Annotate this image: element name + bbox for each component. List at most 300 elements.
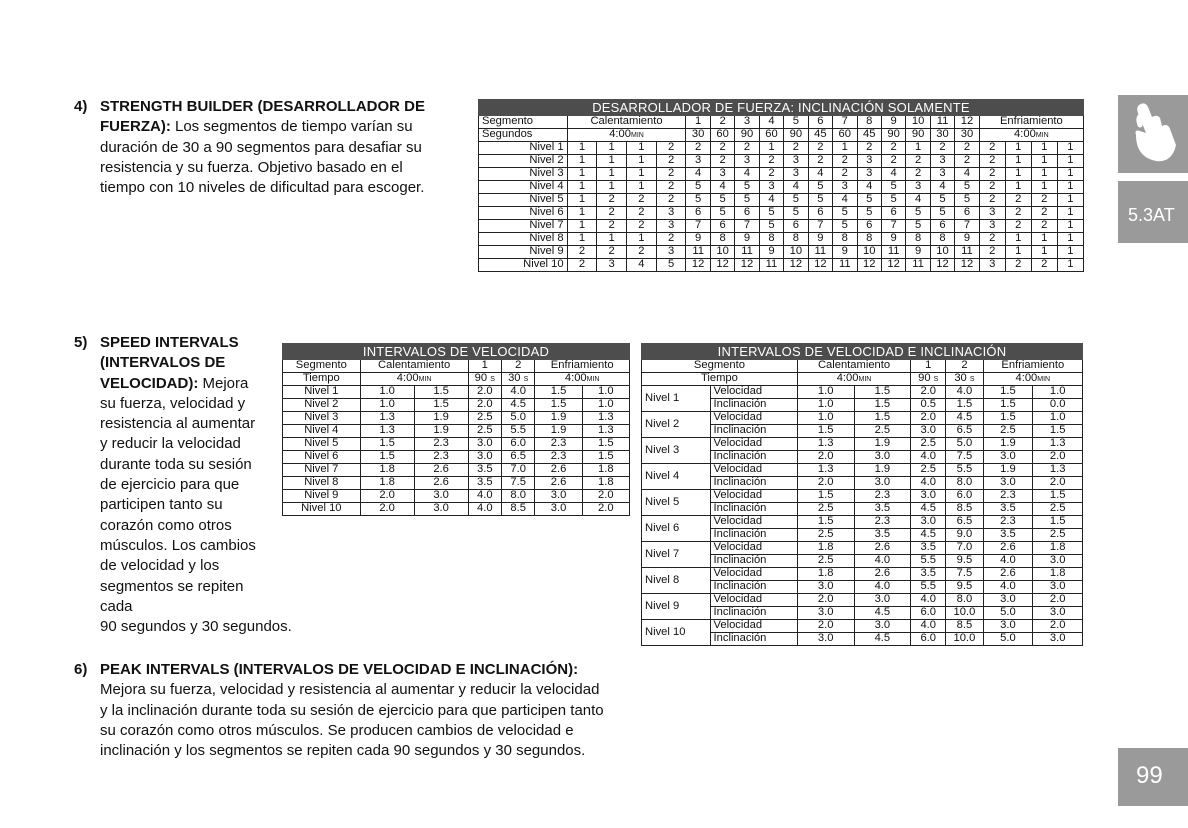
speed-value: 3.0 (535, 503, 582, 516)
incline-value: 1 (627, 233, 657, 246)
table-row (642, 412, 1083, 425)
cooldown-time: 4:00MIN (983, 373, 1082, 386)
incline-label: Inclinación (710, 451, 797, 464)
incline-value: 6.0 (911, 633, 946, 646)
segment-2-header: 2 (946, 360, 983, 373)
incline-value: 2.5 (983, 425, 1033, 438)
incline-value: 8 (930, 233, 954, 246)
speed-value: 2.0 (582, 503, 629, 516)
section-title: STRENGTH BUILDER (DESARROLLADOR DE (100, 98, 425, 115)
table-title: INTERVALOS DE VELOCIDAD E INCLINACIÓN (642, 344, 1083, 360)
incline-value: 5 (906, 220, 930, 233)
incline-value: 11 (881, 246, 905, 259)
incline-value: 4 (627, 259, 657, 272)
incline-value: 2.5 (854, 425, 911, 438)
speed-value: 4.5 (501, 399, 534, 412)
table-row (642, 516, 1083, 529)
speed-value: 8.0 (501, 490, 534, 503)
speed-value: 1.5 (582, 451, 629, 464)
speed-value: 7.5 (946, 568, 983, 581)
incline-value: 3.0 (854, 477, 911, 490)
incline-value: 2 (1031, 259, 1057, 272)
segment-1-header: 1 (911, 360, 946, 373)
speed-value: 2.3 (535, 451, 582, 464)
incline-value: 5 (930, 194, 954, 207)
incline-value: 5 (833, 220, 857, 233)
table-row (479, 207, 1084, 220)
incline-value: 1 (1057, 181, 1083, 194)
incline-value: 2 (857, 142, 881, 155)
incline-value: 6 (955, 207, 979, 220)
text-line: inclinación y los segmentos se repiten cada 90 segundos y 30 segundos. (100, 742, 586, 760)
incline-value: 12 (686, 259, 710, 272)
incline-value: 2 (627, 194, 657, 207)
incline-value: 3 (833, 181, 857, 194)
incline-value: 2 (627, 246, 657, 259)
speed-value: 2.0 (911, 386, 946, 399)
segment-seconds: 45 (857, 129, 881, 142)
table-row (479, 259, 1084, 272)
incline-value: 3 (784, 155, 808, 168)
incline-value: 10 (857, 246, 881, 259)
speed-value: 1.9 (414, 425, 468, 438)
incline-value: 6.5 (946, 425, 983, 438)
chapter-tab[interactable] (1118, 181, 1188, 243)
segment-seconds: 90 (784, 129, 808, 142)
incline-value: 1 (1057, 220, 1083, 233)
table-row (283, 425, 630, 438)
segment-seconds: 90 (735, 129, 759, 142)
speed-value: 2.0 (1033, 594, 1083, 607)
speed-value: 2.6 (854, 542, 911, 555)
speed-value: 1.0 (582, 399, 629, 412)
incline-value: 1 (597, 155, 627, 168)
incline-value: 8.0 (946, 477, 983, 490)
incline-value: 9.0 (946, 529, 983, 542)
level-label: Nivel 6 (283, 451, 361, 464)
incline-value: 11 (686, 246, 710, 259)
incline-value: 1.5 (983, 399, 1033, 412)
incline-value: 1 (1057, 168, 1083, 181)
segment-number: 6 (808, 116, 832, 129)
table-row (283, 386, 630, 399)
speed-value: 3.0 (983, 594, 1033, 607)
segment-seconds: 90 (881, 129, 905, 142)
speed-label: Velocidad (710, 620, 797, 633)
incline-value: 0.5 (911, 399, 946, 412)
section-title: SPEED INTERVALS (100, 334, 239, 351)
speed-value: 1.8 (360, 477, 414, 490)
incline-value: 9 (955, 233, 979, 246)
speed-value: 6.0 (501, 438, 534, 451)
incline-label: Inclinación (710, 477, 797, 490)
speed-value: 1.5 (983, 386, 1033, 399)
incline-value: 1 (597, 233, 627, 246)
level-label: Nivel 9 (283, 490, 361, 503)
incline-value: 6 (857, 220, 881, 233)
segment-1-time: 90 S (468, 373, 501, 386)
incline-value: 2 (656, 194, 686, 207)
incline-value: 2 (597, 194, 627, 207)
section-title: (INTERVALOS DE (100, 354, 226, 372)
seconds-label: Segundos (479, 129, 568, 142)
speed-value: 8.0 (946, 594, 983, 607)
speed-value: 3.0 (414, 503, 468, 516)
table-row (479, 246, 1084, 259)
table-row (642, 594, 1083, 607)
incline-value: 2 (906, 155, 930, 168)
segment-number: 4 (759, 116, 783, 129)
segment-number: 5 (784, 116, 808, 129)
speed-value: 2.5 (911, 464, 946, 477)
incline-value: 4 (906, 194, 930, 207)
segment-seconds: 45 (808, 129, 832, 142)
incline-value: 5 (656, 259, 686, 272)
table-row (479, 181, 1084, 194)
incline-value: 3.0 (1033, 581, 1083, 594)
incline-value: 5 (784, 194, 808, 207)
table-row (283, 477, 630, 490)
incline-value: 11 (906, 259, 930, 272)
incline-value: 2 (656, 168, 686, 181)
incline-value: 2.5 (1033, 503, 1083, 516)
incline-value: 2 (1005, 220, 1031, 233)
table-row (642, 568, 1083, 581)
speed-value: 1.9 (535, 425, 582, 438)
incline-value: 2 (686, 142, 710, 155)
incline-value: 1 (597, 181, 627, 194)
incline-value: 6 (881, 207, 905, 220)
speed-value: 7.5 (501, 477, 534, 490)
incline-value: 9.5 (946, 581, 983, 594)
text-line: duración de 30 a 90 segmentos para desafiar su (100, 138, 422, 156)
incline-label: Inclinación (710, 607, 797, 620)
incline-value: 3.5 (983, 503, 1033, 516)
incline-value: 1.5 (946, 399, 983, 412)
speed-value: 3.0 (911, 516, 946, 529)
level-label: Nivel 6 (479, 207, 568, 220)
incline-value: 5 (759, 207, 783, 220)
level-label: Nivel 10 (479, 259, 568, 272)
text-line: resistencia y su fuerza. Objetivo basado en el (100, 158, 403, 176)
incline-value: 3 (656, 220, 686, 233)
speed-value: 1.3 (582, 412, 629, 425)
incline-value: 5 (930, 207, 954, 220)
level-label: Nivel 9 (479, 246, 568, 259)
incline-value: 2.5 (797, 555, 854, 568)
warmup-header: Calentamiento (360, 360, 468, 373)
section-number: 4) (74, 98, 88, 115)
incline-value: 3 (979, 207, 1005, 220)
speed-value: 6.5 (946, 516, 983, 529)
speed-value: 1.0 (1033, 412, 1083, 425)
page-number-box (1118, 748, 1188, 806)
incline-value: 12 (735, 259, 759, 272)
incline-value: 5 (857, 194, 881, 207)
incline-value: 3.5 (854, 529, 911, 542)
table-title: INTERVALOS DE VELOCIDAD (283, 344, 630, 360)
cooldown-header: Enfriamiento (979, 116, 1083, 129)
segment-seconds: 30 (930, 129, 954, 142)
incline-value: 5 (955, 194, 979, 207)
speed-label: Velocidad (710, 490, 797, 503)
warmup-time: 4:00MIN (360, 373, 468, 386)
segment-2-time: 30 S (946, 373, 983, 386)
speed-value: 5.0 (501, 412, 534, 425)
incline-value: 10.0 (946, 607, 983, 620)
speed-value: 3.0 (468, 451, 501, 464)
incline-value: 1 (567, 181, 597, 194)
speed-value: 2.0 (468, 386, 501, 399)
incline-label: Inclinación (710, 399, 797, 412)
incline-value: 2 (955, 142, 979, 155)
speed-value: 3.5 (468, 477, 501, 490)
speed-value: 1.5 (360, 451, 414, 464)
incline-value: 1 (567, 168, 597, 181)
incline-value: 1 (627, 181, 657, 194)
table-row (642, 490, 1083, 503)
speed-value: 2.5 (468, 425, 501, 438)
table-title: DESARROLLADOR DE FUERZA: INCLINACIÓN SOLAMENTE (479, 100, 1084, 116)
incline-value: 8 (906, 233, 930, 246)
incline-value: 2.5 (1033, 529, 1083, 542)
speed-value: 3.0 (983, 620, 1033, 633)
incline-value: 4 (857, 181, 881, 194)
speed-value: 4.0 (501, 386, 534, 399)
speed-value: 2.0 (582, 490, 629, 503)
incline-value: 2 (979, 246, 1005, 259)
incline-value: 1 (906, 142, 930, 155)
table-row (479, 168, 1084, 181)
speed-value: 1.9 (854, 438, 911, 451)
speed-value: 1.5 (1033, 490, 1083, 503)
level-label: Nivel 8 (479, 233, 568, 246)
speed-value: 1.5 (797, 490, 854, 503)
incline-value: 7 (808, 220, 832, 233)
speed-value: 5.5 (946, 464, 983, 477)
incline-value: 2.5 (797, 503, 854, 516)
level-label: Nivel 5 (283, 438, 361, 451)
incline-value: 2 (979, 181, 1005, 194)
segment-seconds: 90 (906, 129, 930, 142)
incline-value: 2 (1031, 220, 1057, 233)
incline-value: 9 (808, 233, 832, 246)
text-line: Mejora (202, 374, 249, 392)
speed-value: 1.5 (854, 386, 911, 399)
incline-value: 3.0 (854, 451, 911, 464)
incline-value: 2 (881, 142, 905, 155)
table-row (642, 438, 1083, 451)
incline-value: 2.0 (1033, 451, 1083, 464)
speed-value: 4.0 (468, 503, 501, 516)
incline-value: 4 (759, 194, 783, 207)
incline-value: 4.5 (854, 633, 911, 646)
incline-value: 4 (833, 194, 857, 207)
incline-value: 2 (567, 246, 597, 259)
incline-value: 10 (930, 246, 954, 259)
speed-value: 1.5 (360, 438, 414, 451)
level-label: Nivel 6 (642, 516, 711, 542)
incline-value: 4.5 (911, 503, 946, 516)
speed-value: 1.8 (797, 542, 854, 555)
incline-value: 8 (784, 233, 808, 246)
segment-number: 1 (686, 116, 710, 129)
incline-value: 2 (808, 142, 832, 155)
cooldown-header: Enfriamiento (535, 360, 630, 373)
speed-value: 1.3 (582, 425, 629, 438)
incline-value: 4 (881, 168, 905, 181)
incline-value: 9 (759, 246, 783, 259)
incline-value: 2 (808, 155, 832, 168)
speed-value: 3.0 (414, 490, 468, 503)
table-row (479, 220, 1084, 233)
level-label: Nivel 1 (642, 386, 711, 412)
segment-seconds: 60 (833, 129, 857, 142)
incline-value: 1 (1057, 142, 1083, 155)
incline-value: 5.5 (911, 581, 946, 594)
speed-value: 2.0 (797, 620, 854, 633)
section-icon-tab (1118, 95, 1188, 173)
incline-value: 1 (1005, 181, 1031, 194)
speed-value: 7.0 (946, 542, 983, 555)
incline-value: 10.0 (946, 633, 983, 646)
level-label: Nivel 2 (283, 399, 361, 412)
incline-value: 4.0 (854, 555, 911, 568)
incline-value: 10 (710, 246, 734, 259)
incline-value: 3.0 (797, 607, 854, 620)
level-label: Nivel 3 (283, 412, 361, 425)
level-label: Nivel 4 (283, 425, 361, 438)
text-line: Mejora su fuerza, velocidad y resistencia al aumentar y reducir la velocidad (100, 681, 600, 699)
incline-value: 3.0 (911, 425, 946, 438)
incline-value: 5 (808, 194, 832, 207)
incline-value: 3.0 (983, 451, 1033, 464)
incline-value: 2 (1005, 207, 1031, 220)
text-line: participen tanto su (100, 496, 223, 514)
speed-value: 1.0 (360, 386, 414, 399)
speed-value: 5.0 (946, 438, 983, 451)
speed-value: 1.0 (582, 386, 629, 399)
speed-value: 2.6 (414, 464, 468, 477)
incline-value: 5 (759, 220, 783, 233)
incline-value: 8 (759, 233, 783, 246)
table-row (642, 620, 1083, 633)
speed-intervals-table (282, 343, 630, 516)
incline-value: 2 (656, 155, 686, 168)
incline-value: 6.0 (911, 607, 946, 620)
speed-value: 2.3 (535, 438, 582, 451)
incline-value: 2 (710, 142, 734, 155)
speed-value: 1.3 (360, 412, 414, 425)
speed-value: 2.6 (535, 464, 582, 477)
incline-value: 1 (567, 220, 597, 233)
speed-value: 2.0 (468, 399, 501, 412)
incline-value: 1.0 (797, 399, 854, 412)
incline-value: 5 (710, 194, 734, 207)
incline-value: 8.5 (946, 503, 983, 516)
incline-value: 2 (833, 168, 857, 181)
section-number: 5) (74, 334, 88, 351)
speed-value: 2.0 (797, 594, 854, 607)
incline-value: 9 (735, 233, 759, 246)
level-label: Nivel 2 (479, 155, 568, 168)
segment-number: 9 (881, 116, 905, 129)
table-row (642, 464, 1083, 477)
incline-value: 4.0 (854, 581, 911, 594)
incline-value: 3 (906, 181, 930, 194)
incline-value: 2 (979, 155, 1005, 168)
speed-value: 1.3 (1033, 438, 1083, 451)
incline-value: 1 (1031, 181, 1057, 194)
incline-value: 1 (1005, 142, 1031, 155)
incline-value: 5 (955, 181, 979, 194)
speed-value: 1.3 (797, 464, 854, 477)
page-number: 99 (1136, 762, 1163, 789)
incline-value: 2 (656, 181, 686, 194)
speed-value: 1.5 (854, 412, 911, 425)
speed-value: 2.5 (468, 412, 501, 425)
section-number: 6) (74, 661, 88, 678)
speed-value: 1.8 (1033, 568, 1083, 581)
incline-value: 3 (686, 155, 710, 168)
incline-value: 5 (784, 207, 808, 220)
segment-seconds: 60 (759, 129, 783, 142)
section-body (100, 97, 425, 198)
incline-value: 6 (710, 220, 734, 233)
speed-value: 2.0 (911, 412, 946, 425)
speed-value: 6.0 (946, 490, 983, 503)
incline-value: 3 (710, 168, 734, 181)
level-label: Nivel 3 (642, 438, 711, 464)
speed-value: 4.0 (911, 620, 946, 633)
speed-label: Velocidad (710, 568, 797, 581)
time-label: Tiempo (642, 373, 798, 386)
section-title: FUERZA): (100, 118, 171, 136)
incline-value: 6 (735, 207, 759, 220)
incline-value: 3 (656, 246, 686, 259)
speed-label: Velocidad (710, 438, 797, 451)
incline-value: 1.5 (1033, 425, 1083, 438)
incline-value: 5 (808, 181, 832, 194)
incline-value: 12 (710, 259, 734, 272)
speed-value: 1.9 (414, 412, 468, 425)
incline-value: 5 (906, 207, 930, 220)
incline-value: 3.0 (797, 633, 854, 646)
incline-value: 5 (857, 207, 881, 220)
level-label: Nivel 7 (479, 220, 568, 233)
incline-value: 1 (627, 155, 657, 168)
speed-value: 2.5 (911, 438, 946, 451)
incline-value: 4.5 (911, 529, 946, 542)
incline-value: 1 (1031, 246, 1057, 259)
speed-value: 1.5 (535, 386, 582, 399)
speed-value: 2.3 (983, 490, 1033, 503)
segment-number: 8 (857, 116, 881, 129)
text-line: de velocidad y los (100, 557, 220, 575)
text-line: cada (100, 597, 133, 615)
incline-value: 3.0 (797, 581, 854, 594)
incline-value: 1 (1005, 246, 1031, 259)
incline-value: 2 (979, 168, 1005, 181)
incline-value: 2 (1031, 207, 1057, 220)
speed-value: 1.8 (582, 464, 629, 477)
incline-value: 4 (735, 168, 759, 181)
incline-value: 2 (656, 142, 686, 155)
incline-value: 1.5 (797, 425, 854, 438)
incline-value: 3.0 (1033, 607, 1083, 620)
incline-value: 4 (710, 181, 734, 194)
incline-value: 3.0 (1033, 633, 1083, 646)
